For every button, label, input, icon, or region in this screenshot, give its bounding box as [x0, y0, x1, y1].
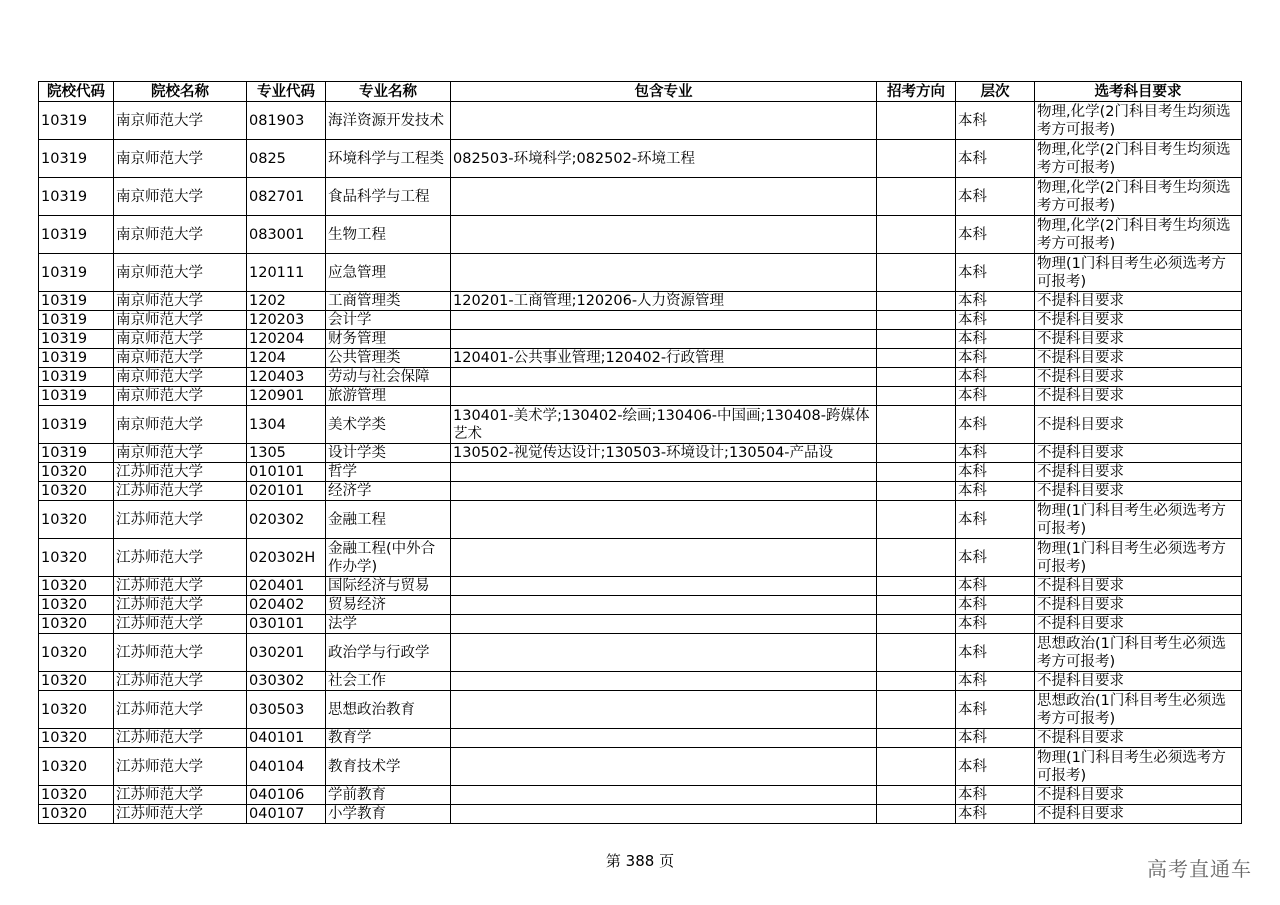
- subject-requirement-cell: 物理,化学(2门科目考生均须选考方可报考): [1035, 216, 1242, 254]
- level-cell: 本科: [956, 615, 1035, 634]
- level-cell: 本科: [956, 691, 1035, 729]
- school-name-cell: 江苏师范大学: [114, 805, 247, 824]
- major-code-cell: 020302: [247, 501, 326, 539]
- major-code-cell: 040101: [247, 729, 326, 748]
- school-name-cell: 南京师范大学: [114, 216, 247, 254]
- major-code-cell: 082701: [247, 178, 326, 216]
- table-row: [39, 748, 1242, 786]
- major-code-cell: 010101: [247, 463, 326, 482]
- level-cell: 本科: [956, 482, 1035, 501]
- subject-requirement-cell: 不提科目要求: [1035, 615, 1242, 634]
- major-code-cell: 120203: [247, 311, 326, 330]
- level-cell: 本科: [956, 140, 1035, 178]
- table-row: [39, 729, 1242, 748]
- table-row: [39, 463, 1242, 482]
- admission-direction-cell: [877, 482, 956, 501]
- table-row: [39, 501, 1242, 539]
- major-name-cell: 公共管理类: [326, 349, 451, 368]
- subject-requirement-cell: 不提科目要求: [1035, 596, 1242, 615]
- admission-direction-cell: [877, 672, 956, 691]
- table-row: [39, 178, 1242, 216]
- major-name-cell: 工商管理类: [326, 292, 451, 311]
- included-majors-cell: [451, 482, 877, 501]
- school-name-cell: 南京师范大学: [114, 444, 247, 463]
- major-code-cell: 020101: [247, 482, 326, 501]
- subject-requirement-cell: 不提科目要求: [1035, 406, 1242, 444]
- admission-table: [38, 81, 1242, 824]
- table-row: [39, 368, 1242, 387]
- school-name-cell: 南京师范大学: [114, 368, 247, 387]
- level-cell: 本科: [956, 406, 1035, 444]
- admission-direction-cell: [877, 178, 956, 216]
- major-name-cell: 食品科学与工程: [326, 178, 451, 216]
- school-code-cell: 10320: [39, 634, 114, 672]
- school-name-cell: 江苏师范大学: [114, 463, 247, 482]
- subject-requirement-cell: 不提科目要求: [1035, 292, 1242, 311]
- admission-direction-cell: [877, 577, 956, 596]
- included-majors-cell: [451, 691, 877, 729]
- major-name-cell: 美术学类: [326, 406, 451, 444]
- school-code-cell: 10320: [39, 501, 114, 539]
- table-row: [39, 596, 1242, 615]
- subject-requirement-cell: 不提科目要求: [1035, 349, 1242, 368]
- major-name-cell: 金融工程: [326, 501, 451, 539]
- major-code-cell: 020401: [247, 577, 326, 596]
- admission-direction-cell: [877, 501, 956, 539]
- admission-direction-cell: [877, 805, 956, 824]
- included-majors-cell: 120201-工商管理;120206-人力资源管理: [451, 292, 877, 311]
- subject-requirement-cell: 不提科目要求: [1035, 330, 1242, 349]
- major-name-cell: 金融工程(中外合作办学): [326, 539, 451, 577]
- level-cell: 本科: [956, 539, 1035, 577]
- watermark-logo: 高考直通车: [1147, 857, 1252, 881]
- admission-direction-cell: [877, 330, 956, 349]
- major-name-cell: 会计学: [326, 311, 451, 330]
- school-code-cell: 10320: [39, 672, 114, 691]
- level-cell: 本科: [956, 805, 1035, 824]
- admission-direction-cell: [877, 729, 956, 748]
- level-cell: 本科: [956, 349, 1035, 368]
- table-row: [39, 482, 1242, 501]
- level-cell: 本科: [956, 501, 1035, 539]
- included-majors-cell: [451, 254, 877, 292]
- level-cell: 本科: [956, 311, 1035, 330]
- included-majors-cell: [451, 596, 877, 615]
- subject-requirement-cell: 不提科目要求: [1035, 577, 1242, 596]
- school-code-cell: 10320: [39, 748, 114, 786]
- subject-requirement-cell: 不提科目要求: [1035, 368, 1242, 387]
- included-majors-cell: [451, 539, 877, 577]
- included-majors-cell: [451, 672, 877, 691]
- included-majors-cell: [451, 463, 877, 482]
- subject-requirement-cell: 思想政治(1门科目考生必须选考方可报考): [1035, 634, 1242, 672]
- admission-direction-cell: [877, 349, 956, 368]
- included-majors-cell: [451, 501, 877, 539]
- major-name-cell: 旅游管理: [326, 387, 451, 406]
- level-cell: 本科: [956, 330, 1035, 349]
- major-name-cell: 设计学类: [326, 444, 451, 463]
- table-row: [39, 615, 1242, 634]
- school-code-cell: 10319: [39, 444, 114, 463]
- school-code-cell: 10319: [39, 102, 114, 140]
- level-cell: 本科: [956, 254, 1035, 292]
- school-code-cell: 10319: [39, 292, 114, 311]
- admission-direction-cell: [877, 463, 956, 482]
- school-name-cell: 南京师范大学: [114, 102, 247, 140]
- subject-requirement-cell: 不提科目要求: [1035, 482, 1242, 501]
- admission-direction-cell: [877, 615, 956, 634]
- included-majors-cell: 082503-环境科学;082502-环境工程: [451, 140, 877, 178]
- major-code-cell: 020302H: [247, 539, 326, 577]
- school-name-cell: 江苏师范大学: [114, 748, 247, 786]
- included-majors-cell: 130502-视觉传达设计;130503-环境设计;130504-产品设: [451, 444, 877, 463]
- school-name-cell: 江苏师范大学: [114, 577, 247, 596]
- major-code-cell: 083001: [247, 216, 326, 254]
- included-majors-cell: 120401-公共事业管理;120402-行政管理: [451, 349, 877, 368]
- major-name-cell: 思想政治教育: [326, 691, 451, 729]
- school-code-cell: 10319: [39, 330, 114, 349]
- level-cell: 本科: [956, 729, 1035, 748]
- included-majors-cell: [451, 634, 877, 672]
- table-row: [39, 330, 1242, 349]
- major-code-cell: 030503: [247, 691, 326, 729]
- major-name-cell: 教育技术学: [326, 748, 451, 786]
- table-row: [39, 102, 1242, 140]
- major-name-cell: 经济学: [326, 482, 451, 501]
- table-row: [39, 444, 1242, 463]
- header-level: 层次: [956, 82, 1035, 102]
- school-code-cell: 10320: [39, 539, 114, 577]
- school-code-cell: 10320: [39, 729, 114, 748]
- school-name-cell: 江苏师范大学: [114, 615, 247, 634]
- level-cell: 本科: [956, 786, 1035, 805]
- major-name-cell: 学前教育: [326, 786, 451, 805]
- table-row: [39, 387, 1242, 406]
- school-code-cell: 10320: [39, 596, 114, 615]
- admission-direction-cell: [877, 254, 956, 292]
- admission-direction-cell: [877, 634, 956, 672]
- level-cell: 本科: [956, 444, 1035, 463]
- major-code-cell: 030302: [247, 672, 326, 691]
- level-cell: 本科: [956, 463, 1035, 482]
- school-code-cell: 10320: [39, 577, 114, 596]
- included-majors-cell: [451, 387, 877, 406]
- table-row: [39, 406, 1242, 444]
- school-name-cell: 江苏师范大学: [114, 482, 247, 501]
- school-name-cell: 江苏师范大学: [114, 691, 247, 729]
- school-name-cell: 南京师范大学: [114, 178, 247, 216]
- included-majors-cell: [451, 748, 877, 786]
- header-subject-requirements: 选考科目要求: [1035, 82, 1242, 102]
- major-code-cell: 040107: [247, 805, 326, 824]
- subject-requirement-cell: 不提科目要求: [1035, 786, 1242, 805]
- included-majors-cell: [451, 615, 877, 634]
- admission-direction-cell: [877, 368, 956, 387]
- school-code-cell: 10320: [39, 786, 114, 805]
- major-name-cell: 劳动与社会保障: [326, 368, 451, 387]
- admission-direction-cell: [877, 748, 956, 786]
- major-code-cell: 120204: [247, 330, 326, 349]
- admission-direction-cell: [877, 216, 956, 254]
- major-code-cell: 081903: [247, 102, 326, 140]
- table-body: [39, 102, 1242, 824]
- school-code-cell: 10319: [39, 140, 114, 178]
- school-name-cell: 南京师范大学: [114, 387, 247, 406]
- page-number: 第 388 页: [605, 852, 675, 870]
- admission-direction-cell: [877, 387, 956, 406]
- school-name-cell: 江苏师范大学: [114, 596, 247, 615]
- subject-requirement-cell: 物理(1门科目考生必须选考方可报考): [1035, 254, 1242, 292]
- admission-direction-cell: [877, 691, 956, 729]
- table-row: [39, 539, 1242, 577]
- major-name-cell: 小学教育: [326, 805, 451, 824]
- school-code-cell: 10319: [39, 216, 114, 254]
- major-code-cell: 020402: [247, 596, 326, 615]
- included-majors-cell: [451, 786, 877, 805]
- included-majors-cell: [451, 216, 877, 254]
- school-name-cell: 江苏师范大学: [114, 501, 247, 539]
- level-cell: 本科: [956, 387, 1035, 406]
- school-code-cell: 10319: [39, 311, 114, 330]
- table-row: [39, 349, 1242, 368]
- included-majors-cell: 130401-美术学;130402-绘画;130406-中国画;130408-跨媒体艺术: [451, 406, 877, 444]
- header-school-name: 院校名称: [114, 82, 247, 102]
- subject-requirement-cell: 物理,化学(2门科目考生均须选考方可报考): [1035, 178, 1242, 216]
- table-header-row: [39, 82, 1242, 102]
- school-code-cell: 10319: [39, 254, 114, 292]
- table-row: [39, 254, 1242, 292]
- table-row: [39, 577, 1242, 596]
- level-cell: 本科: [956, 577, 1035, 596]
- school-name-cell: 江苏师范大学: [114, 539, 247, 577]
- school-name-cell: 南京师范大学: [114, 406, 247, 444]
- subject-requirement-cell: 不提科目要求: [1035, 387, 1242, 406]
- included-majors-cell: [451, 729, 877, 748]
- school-code-cell: 10320: [39, 615, 114, 634]
- subject-requirement-cell: 不提科目要求: [1035, 311, 1242, 330]
- subject-requirement-cell: 思想政治(1门科目考生必须选考方可报考): [1035, 691, 1242, 729]
- major-name-cell: 哲学: [326, 463, 451, 482]
- major-name-cell: 环境科学与工程类: [326, 140, 451, 178]
- table-row: [39, 672, 1242, 691]
- table-row: [39, 140, 1242, 178]
- major-name-cell: 生物工程: [326, 216, 451, 254]
- school-code-cell: 10319: [39, 178, 114, 216]
- subject-requirement-cell: 不提科目要求: [1035, 444, 1242, 463]
- school-code-cell: 10320: [39, 805, 114, 824]
- admission-direction-cell: [877, 786, 956, 805]
- subject-requirement-cell: 物理,化学(2门科目考生均须选考方可报考): [1035, 102, 1242, 140]
- admission-direction-cell: [877, 406, 956, 444]
- included-majors-cell: [451, 102, 877, 140]
- major-code-cell: 1304: [247, 406, 326, 444]
- major-code-cell: 040104: [247, 748, 326, 786]
- school-name-cell: 江苏师范大学: [114, 634, 247, 672]
- admission-direction-cell: [877, 292, 956, 311]
- school-name-cell: 江苏师范大学: [114, 729, 247, 748]
- school-name-cell: 江苏师范大学: [114, 672, 247, 691]
- table-row: [39, 805, 1242, 824]
- admission-direction-cell: [877, 102, 956, 140]
- admission-direction-cell: [877, 311, 956, 330]
- level-cell: 本科: [956, 292, 1035, 311]
- subject-requirement-cell: 不提科目要求: [1035, 672, 1242, 691]
- header-major-name: 专业名称: [326, 82, 451, 102]
- table-row: [39, 786, 1242, 805]
- school-name-cell: 南京师范大学: [114, 292, 247, 311]
- included-majors-cell: [451, 311, 877, 330]
- included-majors-cell: [451, 577, 877, 596]
- major-name-cell: 政治学与行政学: [326, 634, 451, 672]
- level-cell: 本科: [956, 596, 1035, 615]
- table-row: [39, 634, 1242, 672]
- subject-requirement-cell: 不提科目要求: [1035, 729, 1242, 748]
- school-name-cell: 南京师范大学: [114, 330, 247, 349]
- major-code-cell: 030201: [247, 634, 326, 672]
- header-school-code: 院校代码: [39, 82, 114, 102]
- included-majors-cell: [451, 178, 877, 216]
- subject-requirement-cell: 物理(1门科目考生必须选考方可报考): [1035, 539, 1242, 577]
- included-majors-cell: [451, 330, 877, 349]
- school-code-cell: 10320: [39, 482, 114, 501]
- school-code-cell: 10320: [39, 691, 114, 729]
- major-name-cell: 海洋资源开发技术: [326, 102, 451, 140]
- included-majors-cell: [451, 805, 877, 824]
- table-row: [39, 311, 1242, 330]
- header-major-code: 专业代码: [247, 82, 326, 102]
- admission-direction-cell: [877, 539, 956, 577]
- admission-direction-cell: [877, 140, 956, 178]
- level-cell: 本科: [956, 178, 1035, 216]
- major-code-cell: 1204: [247, 349, 326, 368]
- major-code-cell: 1202: [247, 292, 326, 311]
- subject-requirement-cell: 不提科目要求: [1035, 805, 1242, 824]
- major-name-cell: 教育学: [326, 729, 451, 748]
- level-cell: 本科: [956, 634, 1035, 672]
- major-code-cell: 120901: [247, 387, 326, 406]
- major-code-cell: 0825: [247, 140, 326, 178]
- school-code-cell: 10319: [39, 349, 114, 368]
- admission-direction-cell: [877, 444, 956, 463]
- major-code-cell: 1305: [247, 444, 326, 463]
- major-code-cell: 040106: [247, 786, 326, 805]
- major-name-cell: 财务管理: [326, 330, 451, 349]
- subject-requirement-cell: 不提科目要求: [1035, 463, 1242, 482]
- table-row: [39, 292, 1242, 311]
- header-included-majors: 包含专业: [451, 82, 877, 102]
- level-cell: 本科: [956, 748, 1035, 786]
- admission-direction-cell: [877, 596, 956, 615]
- table-row: [39, 216, 1242, 254]
- subject-requirement-cell: 物理,化学(2门科目考生均须选考方可报考): [1035, 140, 1242, 178]
- major-name-cell: 贸易经济: [326, 596, 451, 615]
- school-name-cell: 南京师范大学: [114, 254, 247, 292]
- included-majors-cell: [451, 368, 877, 387]
- major-code-cell: 120403: [247, 368, 326, 387]
- school-name-cell: 南京师范大学: [114, 311, 247, 330]
- school-code-cell: 10320: [39, 463, 114, 482]
- major-name-cell: 社会工作: [326, 672, 451, 691]
- level-cell: 本科: [956, 672, 1035, 691]
- school-name-cell: 江苏师范大学: [114, 786, 247, 805]
- level-cell: 本科: [956, 368, 1035, 387]
- level-cell: 本科: [956, 102, 1035, 140]
- subject-requirement-cell: 物理(1门科目考生必须选考方可报考): [1035, 501, 1242, 539]
- header-admission-direction: 招考方向: [877, 82, 956, 102]
- table-row: [39, 691, 1242, 729]
- major-code-cell: 030101: [247, 615, 326, 634]
- major-code-cell: 120111: [247, 254, 326, 292]
- major-name-cell: 国际经济与贸易: [326, 577, 451, 596]
- level-cell: 本科: [956, 216, 1035, 254]
- school-name-cell: 南京师范大学: [114, 140, 247, 178]
- subject-requirement-cell: 物理(1门科目考生必须选考方可报考): [1035, 748, 1242, 786]
- school-code-cell: 10319: [39, 368, 114, 387]
- school-name-cell: 南京师范大学: [114, 349, 247, 368]
- school-code-cell: 10319: [39, 387, 114, 406]
- major-name-cell: 法学: [326, 615, 451, 634]
- major-name-cell: 应急管理: [326, 254, 451, 292]
- school-code-cell: 10319: [39, 406, 114, 444]
